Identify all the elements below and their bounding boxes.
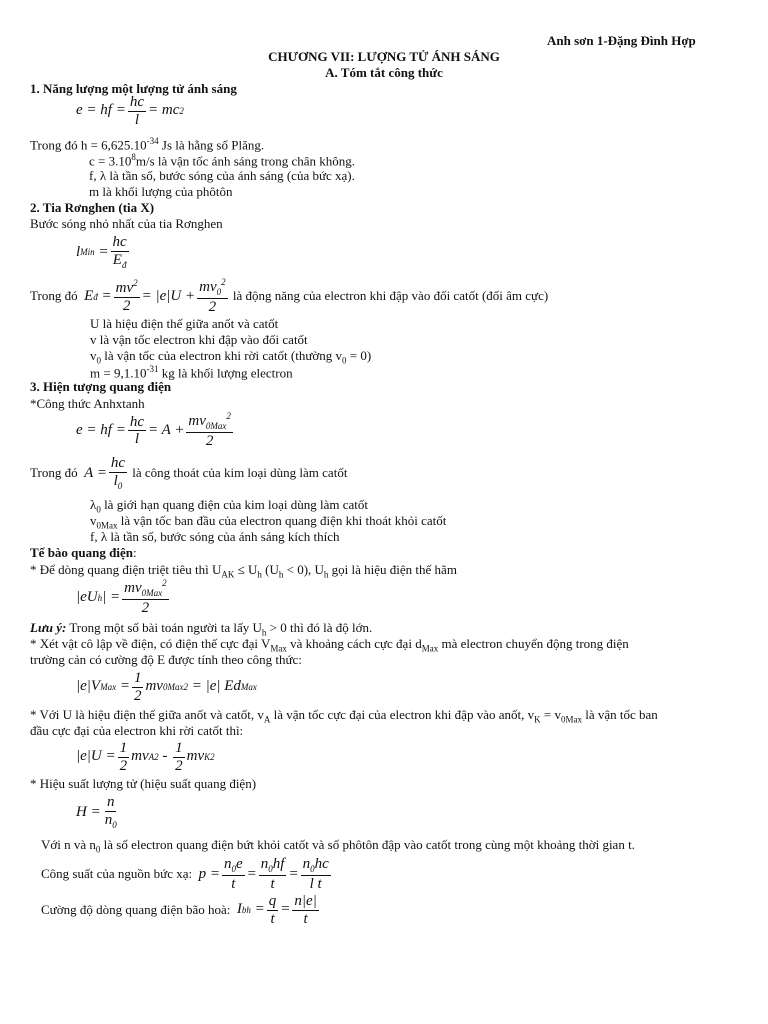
photon-mass-line: m là khối lượng của phôtôn: [89, 184, 233, 199]
author-line: Anh sơn 1-Đặng Đình Hợp: [547, 33, 696, 48]
work-energy-formula: |e|U = $\frac{1}{2}$ mv A 2 - $\frac{1}{2}$ mv K 2: [76, 740, 215, 774]
chapter-title: CHƯƠNG VII: LƯỢNG TỬ ÁNH SÁNG: [268, 49, 500, 64]
excitation-light-line: f, λ là tần số, bước sóng của ánh sáng kích thích: [90, 529, 340, 544]
voltage-line: U là hiệu điện thế giữa anốt và catốt: [90, 316, 279, 331]
electron-mass-line: $m = 9,1.10^{-31}$ kg là khối lượng electron: [90, 364, 293, 381]
frequency-wavelength-line: f, λ là tần số, bước sóng của ánh sáng (của bức xạ).: [89, 168, 355, 183]
initial-max-velocity-line: đầu cực đại của electron khi rời catốt thì:: [30, 723, 244, 738]
quantum-efficiency-line: * Hiệu suất lượng tử (hiệu suất quang điện): [30, 776, 257, 791]
retarding-field-line: trường cản có cường độ E được tính theo công thức:: [30, 652, 302, 667]
stopping-voltage-formula: |eU h | = $\frac{mv_{0Max}^2}{2}$: [76, 578, 167, 616]
anode-velocity-line: * Với U là hiệu điện thế giữa anốt và catốt, $v_A$ là vận tốc cực đại của electron khi đập vào anốt, $v_K = v_{0Max}$ là vận tốc ban: [30, 707, 658, 725]
min-wavelength-formula: l Min = $\frac{hc}{E_đ}$: [76, 234, 127, 270]
planck-constant-line: Trong đó $h = 6,625.10^{-34}$ Js là hằng số Plăng.: [30, 136, 265, 153]
radiation-power-line: Công suất của nguồn bức xạ: p = $\frac{n_0e}{t}$ = $\frac{n_0hf}{t}$ = $\frac{n_0hc}{\text{l t}}$: [41, 856, 329, 892]
initial-velocity-line: $v_0$ là vận tốc của electron khi rời catốt (thường $v_0 = 0$): [90, 348, 372, 366]
saturation-current-line: Cường độ dòng quang điện bão hoà: I bh = $\frac{q}{t}$ = $\frac{n|e|}{t}$: [41, 893, 317, 927]
einstein-intro: *Công thức Anhxtanh: [30, 396, 145, 411]
light-speed-line: $c = 3.10^8m/s$ là vận tốc ánh sáng trong chân không.: [89, 152, 356, 169]
section-3-heading: 3. Hiện tượng quang điện: [30, 379, 172, 394]
quantum-efficiency-formula: H = $\frac{n}{n_0}$: [76, 794, 117, 830]
min-wavelength-intro: Bước sóng nhỏ nhất của tia Rơnghen: [30, 216, 223, 231]
work-function-line: Trong đó A = $\frac{hc}{l_0}$ là công thoát của kim loại dùng làm catốt: [30, 455, 348, 491]
section-2-heading: 2. Tia Rơnghen (tia X): [30, 200, 155, 215]
subtitle: A. Tóm tắt công thức: [325, 65, 443, 80]
note-line: Lưu ý: Trong một số bài toán người ta lấy $U_h > 0$ thì đó là độ lớn.: [30, 620, 373, 638]
velocity-line: v là vận tốc electron khi đập vào đối catốt: [90, 332, 308, 347]
einstein-formula: e = hf = $\frac{hc}{l}$ = A + $\frac{mv_{0Max}^2}{2}$: [76, 411, 231, 449]
section-1-heading: 1. Năng lượng một lượng tử ánh sáng: [30, 81, 237, 96]
threshold-wavelength-line: $\lambda_0$ là giới hạn quang điện của kim loại dùng làm catốt: [90, 497, 368, 515]
stopping-voltage-line: * Để dòng quang điện triệt tiêu thì $U_{AK} \le U_h$ $(U_h < 0)$, $U_h$ gọi là hiệu điện thế hãm: [30, 562, 457, 580]
kinetic-energy-line: Trong đó E đ = $\frac{mv^2}{2}$ = |e|U + $\frac{mv_0^2}{2}$ là động năng của electron khi đập vào đối catốt (đối âm cực): [30, 277, 549, 315]
electron-photon-count-line: Với n và $n_0$ là số electron quang điện bứt khỏi catốt và số phôtôn đập vào catốt trong cùng một khoảng thời gian t.: [41, 837, 635, 855]
photocell-heading: Tế bào quang điện:: [30, 545, 137, 560]
max-potential-formula: |e|V Max = $\frac{1}{2}$ mv 0Max 2 = |e| Ed Max: [76, 670, 257, 704]
photon-energy-formula: e = hf = $\frac{hc}{l}$ = mc 2: [76, 94, 184, 128]
isolated-conductor-line: * Xét vật cô lập về điện, có điện thế cực đại $V_{Max}$ và khoảng cách cực đại $d_{Max}$ mà electron chuyển động trong điện: [30, 636, 629, 654]
max-velocity-line: $v_{0Max}$ là vận tốc ban đầu của electron quang điện khi thoát khỏi catốt: [90, 513, 447, 531]
